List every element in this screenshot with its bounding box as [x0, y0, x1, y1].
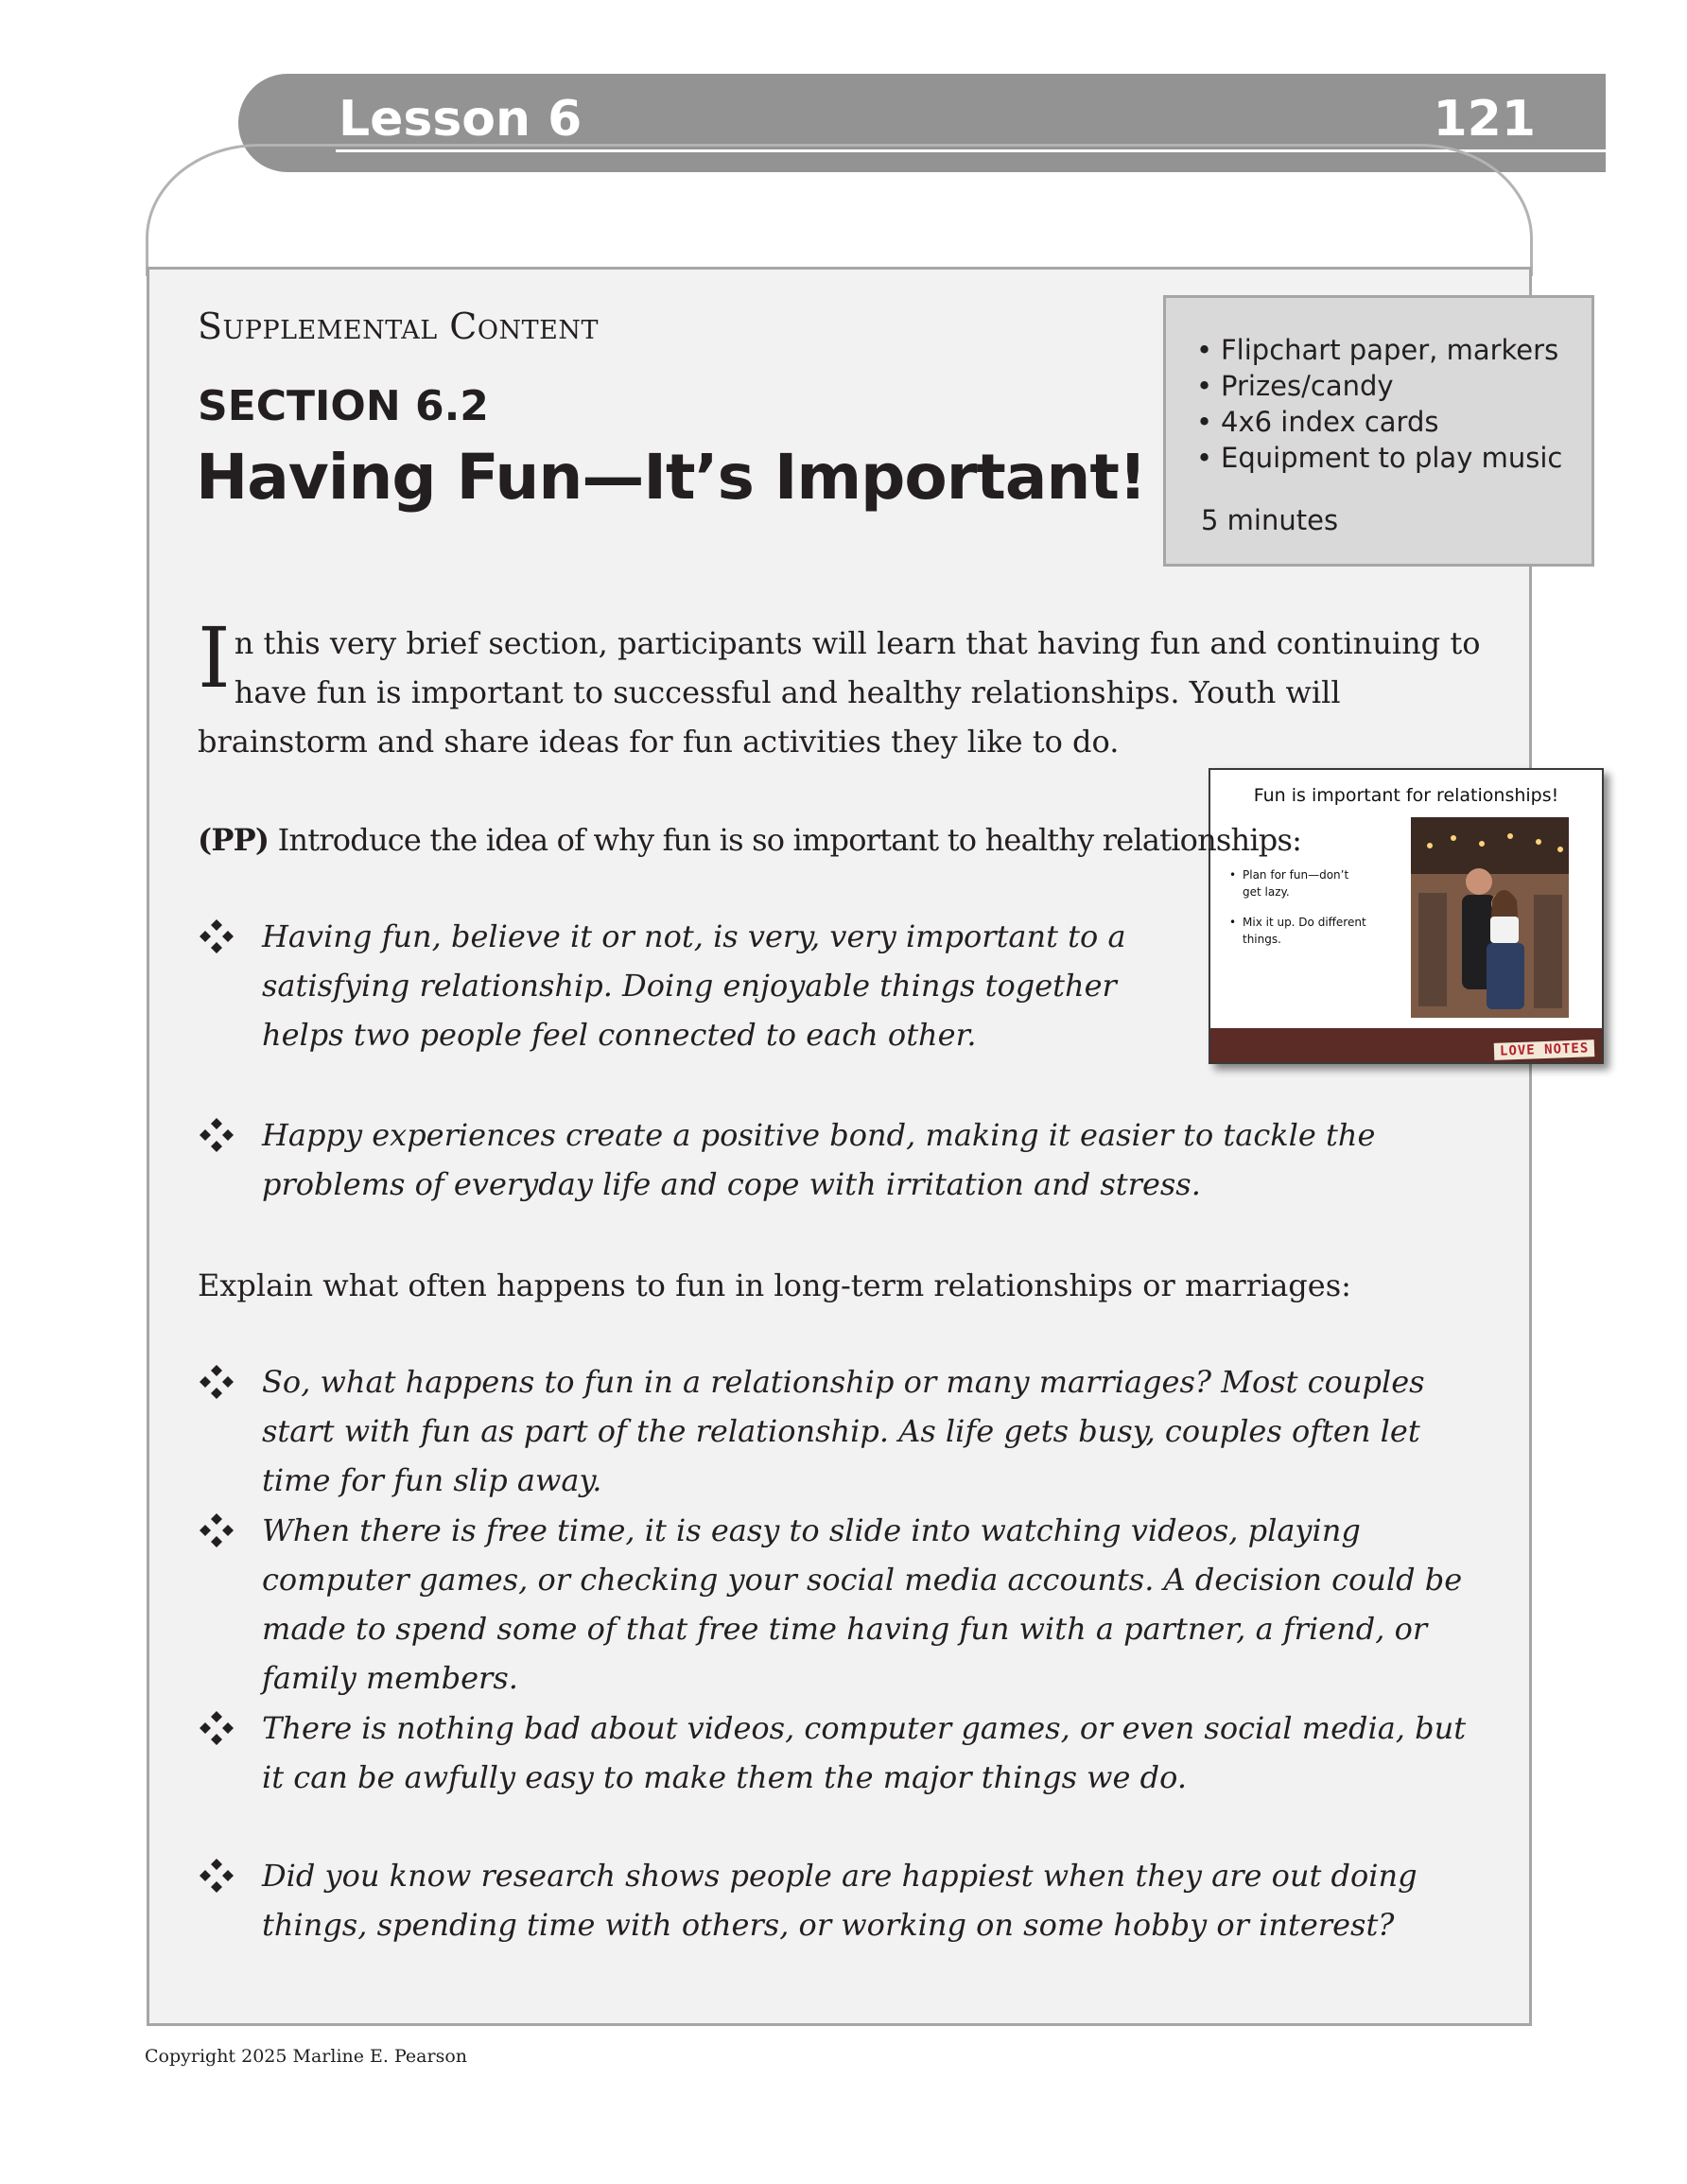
pp-marker: (PP) — [198, 822, 270, 858]
intro-text: n this very brief section, participants will learn that having fun and continuing to have fun is important to successful and healthy relationships. Youth will brainstorm and share ideas for fun activities they like to do. — [198, 625, 1481, 760]
supplemental-label: Supplemental Content — [198, 306, 599, 347]
materials-box — [1163, 295, 1594, 567]
couple-photo — [1411, 817, 1569, 1018]
pp-instruction — [198, 815, 1301, 865]
section-title: Having Fun—It’s Important! — [196, 441, 1147, 514]
bullet-text: Having fun, believe it or not, is very, very important to a satisfying relationship. Doing enjoyable things together helps two people feel connected to each other. — [262, 918, 1126, 1053]
slide-title: Fun is important for relationships! — [1253, 785, 1559, 806]
slide-bullet: • Plan for fun—don’t get lazy. — [1227, 866, 1369, 900]
panel-tab-outline — [146, 144, 1533, 276]
diamond-bullet-icon — [198, 1511, 235, 1549]
intro-paragraph — [198, 609, 1484, 766]
materials-item: • Flipchart paper, markers — [1196, 332, 1562, 368]
diamond-bullet-icon — [198, 1857, 235, 1895]
materials-list — [1196, 332, 1562, 476]
copyright-notice: Copyright 2025 Marline E. Pearson — [145, 2046, 467, 2067]
bullet-text: Happy experiences create a positive bond, making it easier to tackle the problems of everyday life and cope with irritation and stress. — [262, 1117, 1376, 1202]
bullet-text: So, what happens to fun in a relationship or many marriages? Most couples start with fun as part of the relationship. As life gets busy, couples often let time for fun slip away. — [262, 1364, 1425, 1498]
slide-bullet: • Mix it up. Do different things. — [1227, 914, 1369, 948]
love-notes-logo: LOVE NOTES — [1493, 1040, 1594, 1060]
slide-bullets — [1227, 866, 1369, 961]
diamond-bullet-icon — [198, 1363, 235, 1401]
diamond-bullet-icon — [198, 1116, 235, 1154]
materials-item: • Prizes/candy — [1196, 368, 1562, 404]
materials-item: • Equipment to play music — [1196, 440, 1562, 476]
diamond-bullet-icon — [198, 1709, 235, 1747]
diamond-bullet-icon — [198, 917, 235, 955]
section-number: SECTION 6.2 — [198, 382, 489, 430]
drop-cap: I — [198, 609, 231, 707]
pp-text: Introduce the idea of why fun is so important to healthy relationships: — [269, 822, 1302, 858]
page-number: 121 — [1433, 91, 1536, 148]
materials-time: 5 minutes — [1201, 504, 1339, 536]
bullet-text: When there is free time, it is easy to slide into watching videos, playing computer games, or checking your social media accounts. A decision could be made to spend some of that free time having fun with a partner, a friend, or family members. — [262, 1512, 1463, 1696]
slide-thumbnail — [1209, 768, 1604, 1064]
explain-line: Explain what often happens to fun in long-term relationships or marriages: — [198, 1267, 1351, 1303]
bullet-text: Did you know research shows people are happiest when they are out doing things, spending time with others, or working on some hobby or interest? — [262, 1858, 1417, 1943]
lesson-title: Lesson 6 — [339, 91, 583, 148]
bullet-text: There is nothing bad about videos, computer games, or even social media, but it can be awfully easy to make them the major things we do. — [262, 1710, 1467, 1795]
materials-item: • 4x6 index cards — [1196, 404, 1562, 440]
